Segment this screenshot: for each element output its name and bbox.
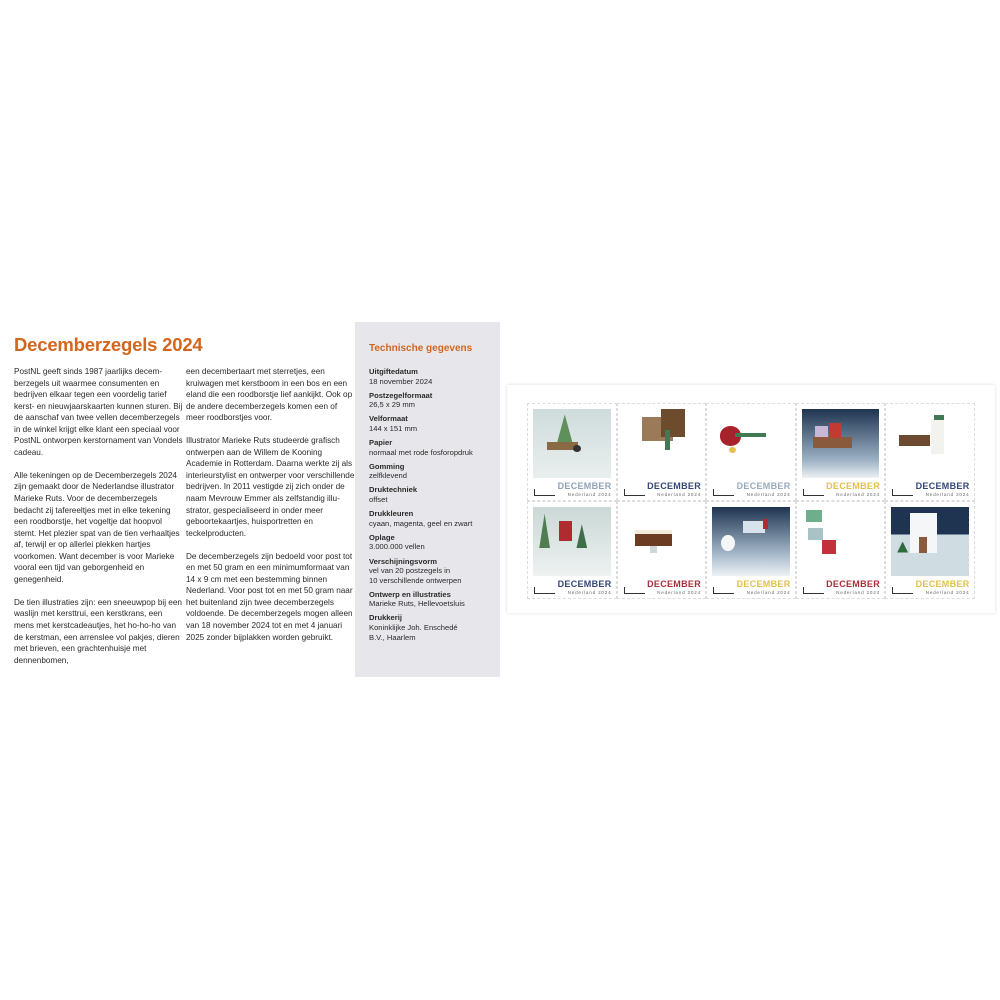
stamp-label: DECEMBER (557, 579, 612, 589)
value-mark (892, 587, 913, 594)
stamp-6 (527, 501, 617, 599)
spec-label: Uitgiftedatum (369, 367, 418, 376)
spec-value: 18 november 2024 (369, 376, 433, 386)
spec-item (369, 485, 497, 504)
illustration-shape (573, 445, 581, 452)
spec-list (369, 367, 497, 647)
illustration-shape (635, 532, 672, 546)
spec-item (369, 613, 497, 642)
stamp-illustration (802, 507, 880, 576)
spec-value: vel van 20 postzegels in 10 verschillende ontwerpen (369, 566, 462, 585)
illustration-shape (735, 433, 766, 436)
illustration-shape (576, 524, 587, 548)
stamp-label: DECEMBER (826, 481, 880, 491)
stamp-country: Nederland 2024 (746, 492, 791, 497)
spec-item (369, 414, 497, 433)
spec-item (369, 462, 497, 481)
stamp-sheet (507, 385, 995, 613)
illustration-shape (822, 540, 836, 554)
stamp-10 (885, 501, 975, 599)
stamp-illustration (712, 507, 790, 576)
spec-label: Oplage (369, 532, 395, 542)
stamp-7 (617, 501, 707, 599)
spec-label: Druktechniek (369, 485, 418, 495)
stamp-illustration (623, 507, 701, 576)
illustration-shape (556, 415, 573, 446)
spec-label: Drukkerij (369, 613, 402, 623)
spec-value: 144 x 151 mm (369, 423, 418, 433)
illustration-shape (829, 423, 841, 438)
stamp-8 (706, 501, 796, 599)
paragraph: Alle tekeningen op de Decemberzegels 2024 zijn gemaakt door de Nederlandse illustrator Marieke Ruts. Voor de decemberzegels bedacht zij tafereeltjes met in elke tekening een roodborstje, het vogeltje dat hoopvol stemt. Het plezier spat van de tien verhaaltjes af, terwijl er op allerlei plekken hartjes voorkomen. Want december is voor Marieke vooral een tijd van geborgenheid en genegenheid. (14, 470, 180, 584)
stamp-3 (706, 403, 796, 501)
stamp-9 (796, 501, 886, 599)
text-column-1 (14, 366, 184, 678)
value-mark (713, 489, 734, 496)
illustration-shape (813, 437, 852, 448)
stamp-country: Nederland 2024 (836, 590, 880, 595)
stamp-country: Nederland 2024 (657, 590, 701, 595)
spec-label: Verschijningsvorm (369, 556, 437, 566)
illustration-shape (815, 426, 827, 437)
stamp-label: DECEMBER (736, 481, 791, 491)
illustration-shape (806, 510, 822, 522)
spec-item (369, 438, 497, 457)
stamp-country: Nederland 2024 (746, 590, 791, 595)
technical-details-panel (355, 322, 500, 677)
paragraph: De tien illustraties zijn: een sneeuwpop bij een waslijn met kersttrui, een kerstkrans, een mens met kerstcadeautjes, het ho-ho-ho van de kerstman, een arrenslee vol pakjes, dieren met brieven, een grachtenhuisje met dennenbomen, (14, 597, 182, 665)
spec-value: offset (369, 495, 388, 505)
stamp-illustration (891, 507, 969, 576)
illustration-shape (931, 419, 943, 454)
paragraph: De decemberzegels zijn bedoeld voor post tot en met 50 gram en een minimumformaat van 14 x 9 cm met een bestemming binnen Nederland. Voor post tot en met 50 gram naar het buitenland zijn twee decemberzegels voldoende. De decemberzegels mogen alleen van 18 november 2024 tot en met 4 januari 2025 zonder bijplakken worden gebruikt. (186, 551, 353, 642)
illustration-shape (899, 435, 930, 446)
illustration-shape (721, 535, 735, 552)
stamp-country: Nederland 2024 (836, 492, 880, 497)
stamp-illustration (891, 409, 969, 478)
illustration-shape (665, 430, 670, 451)
stamp-country: Nederland 2024 (657, 492, 701, 497)
stamp-label: DECEMBER (736, 579, 791, 589)
stamp-label: DECEMBER (915, 481, 970, 491)
spec-item (369, 590, 497, 609)
page-title: Decemberzegels 2024 (14, 334, 203, 355)
spec-value: 26,5 x 29 mm (369, 400, 416, 410)
value-mark (803, 587, 824, 594)
spec-label: Gomming (369, 461, 405, 471)
spec-value: zelfklevend (369, 471, 407, 481)
stamp-country: Nederland 2024 (925, 492, 970, 497)
technical-heading: Technische gegevens (369, 343, 473, 354)
value-mark (534, 489, 555, 496)
illustration-shape (934, 415, 945, 421)
spec-value: Marieke Ruts, Hellevoetsluis (369, 599, 465, 609)
illustration-shape (635, 530, 672, 533)
value-mark (534, 587, 555, 594)
spec-item (369, 533, 497, 552)
spec-label: Postzegelformaat (369, 390, 433, 400)
illustration-shape (897, 542, 908, 553)
spec-item (369, 557, 497, 586)
spec-value: 3.000.000 vellen (369, 542, 425, 552)
stamp-label: DECEMBER (915, 579, 970, 589)
illustration-shape (559, 521, 571, 542)
value-mark (624, 587, 645, 594)
stamp-country: Nederland 2024 (567, 590, 612, 595)
stamp-country: Nederland 2024 (925, 590, 970, 595)
spec-label: Drukkleuren (369, 509, 414, 519)
illustration-shape (919, 537, 927, 552)
spec-label: Velformaat (369, 414, 408, 424)
stamp-illustration (802, 409, 880, 478)
spec-item (369, 367, 497, 386)
stamp-label: DECEMBER (647, 481, 701, 491)
illustration-shape (743, 521, 765, 533)
stamp-1 (527, 403, 617, 501)
stamp-2 (617, 403, 707, 501)
stamp-label: DECEMBER (557, 481, 612, 491)
stamp-4 (796, 403, 886, 501)
spec-value: Koninklijke Joh. Enschedé B.V., Haarlem (369, 623, 458, 642)
value-mark (892, 489, 913, 496)
stamp-illustration (712, 409, 790, 478)
stamp-grid (527, 403, 975, 599)
value-mark (803, 489, 824, 496)
stamp-illustration (533, 507, 611, 576)
value-mark (624, 489, 645, 496)
illustration-shape (729, 447, 736, 453)
illustration-shape (650, 546, 656, 553)
stamp-country: Nederland 2024 (567, 492, 612, 497)
spec-value: normaal met rode fosforopdruk (369, 447, 473, 457)
spec-item (369, 509, 497, 528)
stamp-illustration (533, 409, 611, 478)
illustration-shape (808, 528, 824, 540)
spec-value: cyaan, magenta, geel en zwart (369, 518, 473, 528)
spec-label: Papier (369, 438, 393, 448)
illustration-shape (763, 519, 768, 529)
illustration-shape (539, 514, 550, 549)
stamp-label: DECEMBER (647, 579, 701, 589)
spec-label: Ontwerp en illustraties (369, 589, 451, 599)
spec-item (369, 391, 497, 410)
stamp-illustration (623, 409, 701, 478)
text-column-2 (186, 366, 356, 655)
value-mark (713, 587, 734, 594)
stamp-label: DECEMBER (826, 579, 880, 589)
stamp-5 (885, 403, 975, 501)
paragraph: Illustrator Marieke Ruts studeerde grafisch ontwerpen aan de Willem de Kooning Academie in Rotterdam. Daarna werkte zij als interieurstylist en ontwerper voor verschillende bedrijven. In 2011 vestigde zij zich onder de naam Mevrouw Emmer als zelfstandig illustrator, gespecialiseerd in onder meer geboortekaartjes, huisportretten en teckelproducten. (186, 436, 355, 538)
paragraph: een decembertaart met sterretjes, een kruiwagen met kerstboom in een bos en een eland die een roodborstje lief aankijkt. Ook op de andere decemberzegels komen een of meer roodborstjes voor. (186, 367, 353, 423)
paragraph: PostNL geeft sinds 1987 jaarlijks decemberzegels uit waarmee consumenten en bedrijven elkaar tegen een voordelig tarief kerst- en nieuwjaarskaarten kunnen sturen. Bij de aanschaf van twee vellen decemberzegels in de winkel krijgt elke klant een speciaal voor PostNL ontworpen kerstornament van Vondels cadeau. (14, 367, 183, 457)
